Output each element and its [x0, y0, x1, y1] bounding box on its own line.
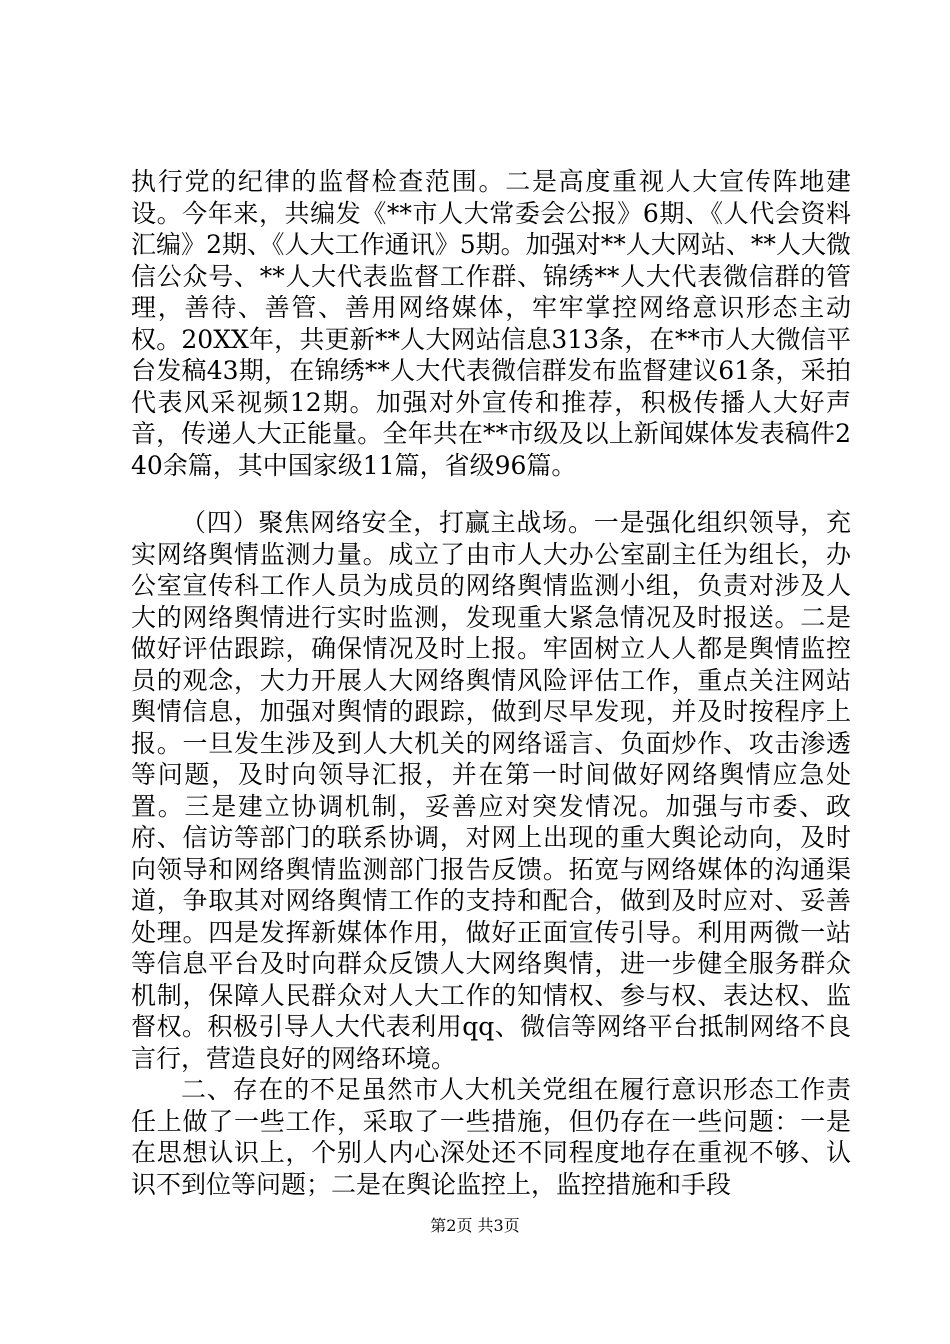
- page-footer: 第2页 共3页: [430, 1216, 520, 1235]
- paragraph-shortcomings: 二、存在的不足虽然市人大机关党组在履行意识形态工作责任上做了一些工作，采取了一些措施，但仍存在一些问题：一是在思想认识上，个别人内心深处还不同程度地存在重视不够、认识不到位等问题；二是在舆论监控上，监控措施和手段: [131, 1075, 851, 1199]
- document-body: [131, 166, 851, 1200]
- paragraph-network-security: （四）聚焦网络安全，打赢主战场。一是强化组织领导，充实网络舆情监测力量。成立了由市人大办公室副主任为组长，办公室宣传科工作人员为成员的网络舆情监测小组，负责对涉及人大的网络舆情进行实时监测，发现重大紧急情况及时报送。二是做好评估跟踪，确保情况及时上报。牢固树立人人都是舆情监控员的观念，大力开展人大网络舆情风险评估工作，重点关注网站舆情信息，加强对舆情的跟踪，做到尽早发现，并及时按程序上报。一旦发生涉及到人大机关的网络谣言、负面炒作、攻击渗透等问题，及时向领导汇报，并在第一时间做好网络舆情应急处置。三是建立协调机制，妥善应对突发情况。加强与市委、政府、信访等部门的联系协调，对网上出现的重大舆论动向，及时向领导和网络舆情监测部门报告反馈。拓宽与网络媒体的沟通渠道，争取其对网络舆情工作的支持和配合，做到及时应对、妥善处理。四是发挥新媒体作用，做好正面宣传引导。利用两微一站等信息平台及时向群众反馈人大网络舆情，进一步健全服务群众机制，保障人民群众对人大工作的知情权、参与权、表达权、监督权。积极引导人大代表利用qq、微信等网络平台抵制网络不良言行，营造良好的网络环境。: [131, 508, 851, 1073]
- paragraph-publicity: 执行党的纪律的监督检查范围。二是高度重视人大宣传阵地建设。今年来，共编发《**市人大常委会公报》6期、《人代会资料汇编》2期、《人大工作通讯》5期。加强对**人大网站、**人大微信公众号、**人大代表监督工作群、锦绣**人大代表微信群的管理，善待、善管、善用网络媒体，牢牢掌控网络意识形态主动权。20XX年，共更新**人大网站信息313条，在**市人大微信平台发稿43期，在锦绣**人大代表微信群发布监督建议61条，采拍代表风采视频12期。加强对外宣传和推荐，积极传播人大好声音，传递人大正能量。全年共在**市级及以上新闻媒体发表稿件240余篇，其中国家级11篇，省级96篇。: [131, 167, 851, 480]
